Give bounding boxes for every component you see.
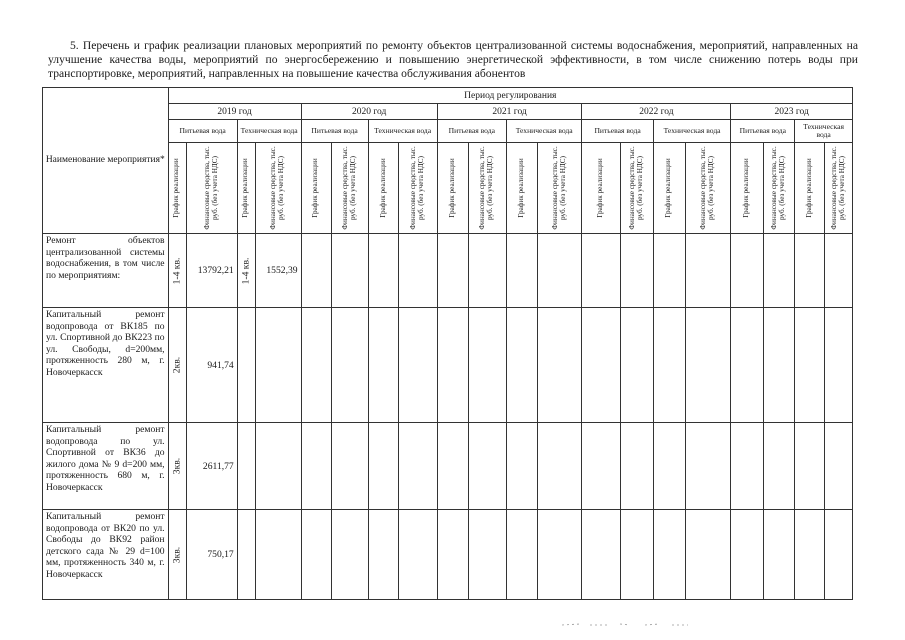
finance-subheader-text: Финансовые средства, тыс. руб. (без учета НДС) [770,146,787,230]
finance-subheader [537,143,582,234]
schedule-subheader-text: График реализации [664,158,673,218]
schedule-value: 3кв. [171,546,183,563]
finance-subheader [685,143,731,234]
finance-subheader-text: Финансовые средства, тыс. руб. (без учета НДС) [478,146,495,230]
finance-subheader-text: Финансовые средства, тыс. руб. (без учета НДС) [699,146,716,230]
empty-cell [368,234,399,308]
empty-cell [506,308,537,423]
empty-cell [825,510,853,600]
schedule-subheader-text: График реализации [516,158,525,218]
empty-cell [620,308,653,423]
finance-subheader [825,143,853,234]
drinking-finance-cell: 13792,21 [186,234,237,308]
empty-cell [731,510,764,600]
empty-cell [685,308,731,423]
finance-subheader [764,143,795,234]
finance-subheader [468,143,506,234]
empty-cell [825,234,853,308]
finance-subheader-text: Финансовые средства, тыс. руб. (без учета НДС) [202,146,219,230]
finance-subheader-text: Финансовые средства, тыс. руб. (без учета НДС) [627,146,644,230]
empty-cell [368,423,399,510]
technical-schedule-cell [237,510,255,600]
schedule-subheader [237,143,255,234]
empty-cell [653,423,685,510]
empty-cell [764,234,795,308]
drinking-schedule-cell [168,308,186,423]
empty-cell [653,234,685,308]
technical-water-header: Техническая вода [506,120,582,143]
schedule-value: 2кв. [171,356,183,374]
schedule-subheader [168,143,186,234]
finance-subheader [332,143,368,234]
drinking-schedule-cell [168,510,186,600]
table-row [43,234,853,308]
technical-schedule-cell [237,234,255,308]
technical-finance-cell: 1552,39 [255,234,301,308]
empty-cell [437,234,468,308]
empty-cell [399,423,437,510]
empty-cell [685,510,731,600]
empty-cell [825,308,853,423]
schedule-subheader [731,143,764,234]
empty-cell [685,234,731,308]
drinking-water-header: Питьевая вода [582,120,653,143]
empty-cell [620,423,653,510]
finance-subheader [399,143,437,234]
empty-cell [437,308,468,423]
finance-subheader [186,143,237,234]
year-header: 2023 год [731,104,853,120]
empty-cell [764,423,795,510]
year-header: 2021 год [437,104,582,120]
table-row [43,510,853,600]
empty-cell [764,308,795,423]
table-row [43,308,853,423]
schedule-subheader [301,143,332,234]
technical-water-header: Техническая вода [795,120,853,143]
finance-subheader-text: Финансовые средства, тыс. руб. (без учета НДС) [341,146,357,230]
finance-subheader-text: Финансовые средства, тыс. руб. (без учета НДС) [269,146,286,230]
section-heading: 5. Перечень и график реализации плановых мероприятий по ремонту объектов централизованной системы водоснабжения, мероприятий, направленных на улучшение качества воды, мероприятий по энергосбережению и повышению энергетической эффективности, в том числе снижению потерь воды при транспортировке, мероприятий, направленных на повышение качества обслуживания абонентов [48,39,858,81]
drinking-finance-cell: 941,74 [186,308,237,423]
empty-cell [468,510,506,600]
empty-cell [332,234,368,308]
technical-water-header: Техническая вода [653,120,731,143]
empty-cell [399,510,437,600]
schedule-subheader-text: График реализации [742,158,751,218]
period-header: Период регулирования [168,88,852,104]
schedule-subheader-text: График реализации [804,158,813,218]
empty-cell [582,510,620,600]
empty-cell [731,234,764,308]
finance-subheader-text: Финансовые средства, тыс. руб. (без учета НДС) [409,146,426,230]
empty-cell [582,234,620,308]
empty-cell [731,423,764,510]
schedule-subheader-text: График реализации [596,158,605,218]
empty-cell [399,308,437,423]
finance-subheader-text: Финансовые средства, тыс. руб. (без учета НДС) [829,146,846,230]
schedule-subheader-text: График реализации [172,158,181,218]
empty-cell [368,510,399,600]
empty-cell [795,510,825,600]
empty-cell [368,308,399,423]
technical-schedule-cell [237,308,255,423]
table-row [43,423,853,510]
schedule-subheader [582,143,620,234]
technical-finance-cell [255,423,301,510]
drinking-water-header: Питьевая вода [301,120,368,143]
drinking-water-header: Питьевая вода [731,120,795,143]
year-header: 2022 год [582,104,731,120]
empty-cell [764,510,795,600]
empty-cell [506,423,537,510]
finance-subheader [620,143,653,234]
scan-artifact [560,620,710,628]
measure-name-cell: Капитальный ремонт водопровода от ВК20 по ул. Свободы до ВК92 район детского сада № 29 d=100 мм, протяженность 340 м, г. Новочеркасск [43,510,169,600]
year-header: 2019 год [168,104,301,120]
drinking-schedule-cell [168,423,186,510]
empty-cell [399,234,437,308]
measure-name-cell: Капитальный ремонт водопровода от ВК185 по ул. Спортивной до ВК223 по ул. Свободы, d=200мм, протяженность 280 м, г. Новочеркасск [43,308,169,423]
empty-cell [582,423,620,510]
schedule-value: 3кв. [171,457,183,475]
empty-cell [731,308,764,423]
empty-cell [537,423,582,510]
finance-subheader-text: Финансовые средства, тыс. руб. (без учета НДС) [550,146,567,230]
empty-cell [437,510,468,600]
empty-cell [582,308,620,423]
empty-cell [468,423,506,510]
empty-cell [437,423,468,510]
drinking-water-header: Питьевая вода [437,120,506,143]
technical-water-header: Техническая вода [368,120,437,143]
empty-cell [301,423,332,510]
empty-cell [301,234,332,308]
empty-cell [620,510,653,600]
empty-cell [537,510,582,600]
empty-cell [301,510,332,600]
name-column-header: Наименование мероприятия* [43,88,169,234]
empty-cell [332,510,368,600]
drinking-schedule-cell [168,234,186,308]
schedule-subheader [437,143,468,234]
empty-cell [620,234,653,308]
empty-cell [653,510,685,600]
empty-cell [537,308,582,423]
technical-finance-cell [255,510,301,600]
empty-cell [468,234,506,308]
schedule-subheader-text: График реализации [241,158,250,218]
technical-schedule-cell [237,423,255,510]
empty-cell [332,423,368,510]
empty-cell [825,423,853,510]
drinking-finance-cell: 2611,77 [186,423,237,510]
empty-cell [795,423,825,510]
schedule-value: 1-4 кв. [240,257,252,284]
empty-cell [332,308,368,423]
schedule-subheader [795,143,825,234]
finance-subheader [255,143,301,234]
schedule-subheader-text: График реализации [447,158,456,218]
empty-cell [468,308,506,423]
empty-cell [537,234,582,308]
technical-water-header: Техническая вода [237,120,301,143]
empty-cell [795,308,825,423]
technical-finance-cell [255,308,301,423]
empty-cell [685,423,731,510]
schedule-subheader [506,143,537,234]
empty-cell [506,234,537,308]
schedule-value: 1-4 кв. [171,257,183,284]
schedule-subheader [653,143,685,234]
empty-cell [795,234,825,308]
drinking-water-header: Питьевая вода [168,120,237,143]
empty-cell [506,510,537,600]
measure-name-cell: Капитальный ремонт водопровода по ул. Спортивной от ВК36 до жилого дома № 9 d=200 мм, протяженность 680 м, г. Новочеркасск [43,423,169,510]
schedule-subheader [368,143,399,234]
drinking-finance-cell: 750,17 [186,510,237,600]
empty-cell [301,308,332,423]
empty-cell [653,308,685,423]
year-header: 2020 год [301,104,437,120]
measure-name-cell: Ремонт объектов централизованной системы водоснабжения, в том числе по мероприятиям: [43,234,169,308]
schedule-subheader-text: График реализации [311,158,320,218]
schedule-table [42,87,853,600]
schedule-subheader-text: График реализации [378,158,387,218]
